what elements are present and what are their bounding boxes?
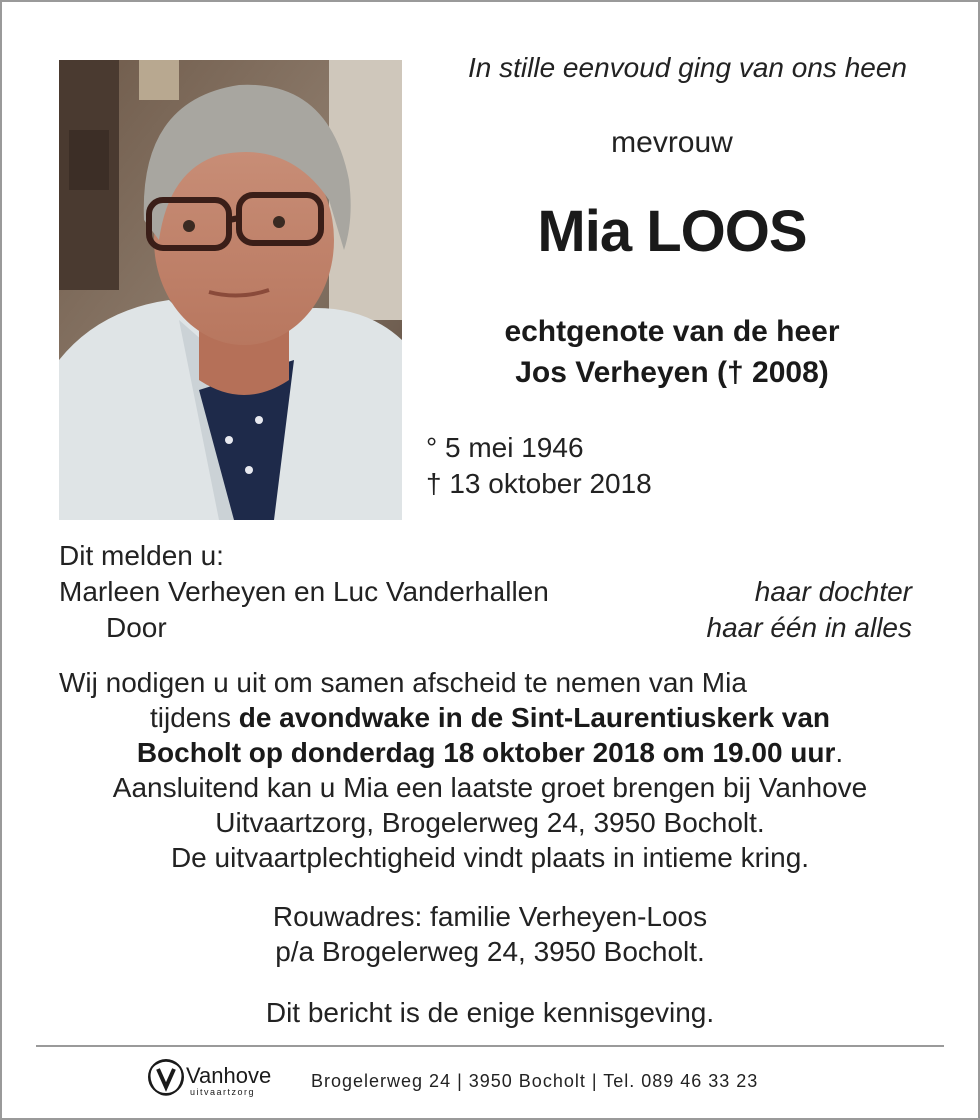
vanhove-emblem-icon xyxy=(149,1060,183,1095)
family-member-name: Marleen Verheyen en Luc Vanderhallen xyxy=(59,576,549,607)
invitation-line-3: Bocholt op donderdag 18 oktober 2018 om 19.00 uur. xyxy=(136,737,844,768)
logo-name: Vanhove xyxy=(186,1063,272,1088)
invitation-line-6: De uitvaartplechtigheid vindt plaats in intieme kring. xyxy=(170,842,810,873)
birth-date: ° 5 mei 1946 xyxy=(426,432,584,463)
portrait-photo xyxy=(59,60,402,520)
family-member-name: Door xyxy=(106,612,167,643)
closing-line: Dit bericht is de enige kennisgeving. xyxy=(265,997,715,1028)
family-member-role: haar dochter xyxy=(754,576,912,607)
honorific: mevrouw xyxy=(611,126,733,159)
spouse-line-1: echtgenote van de heer xyxy=(504,315,840,348)
invitation-line-1: Wij nodigen u uit om samen afscheid te nemen van Mia xyxy=(59,667,747,698)
announcers-heading: Dit melden u: xyxy=(59,540,224,571)
footer-divider xyxy=(36,1045,944,1047)
invitation-line-2: tijdens de avondwake in de Sint-Laurentiuskerk van xyxy=(150,702,830,733)
footer-contact: Brogelerweg 24 | 3950 Bocholt | Tel. 089 46 33 23 xyxy=(311,1071,759,1091)
spouse-line-2: Jos Verheyen († 2008) xyxy=(515,356,829,389)
vanhove-logo xyxy=(146,1053,306,1101)
address-line-2: p/a Brogelerweg 24, 3950 Bocholt. xyxy=(275,936,705,967)
deceased-name: Mia LOOS xyxy=(537,199,807,264)
invitation-line-4: Aansluitend kan u Mia een laatste groet brengen bij Vanhove xyxy=(112,772,868,803)
family-member-role: haar één in alles xyxy=(706,612,912,643)
logo-subtitle: uitvaartzorg xyxy=(190,1087,256,1097)
intro-line: In stille eenvoud ging van ons heen xyxy=(468,52,907,83)
death-date: † 13 oktober 2018 xyxy=(426,468,652,499)
invitation-line-5: Uitvaartzorg, Brogelerweg 24, 3950 Bocholt. xyxy=(215,807,765,838)
address-line-1: Rouwadres: familie Verheyen-Loos xyxy=(272,901,708,932)
